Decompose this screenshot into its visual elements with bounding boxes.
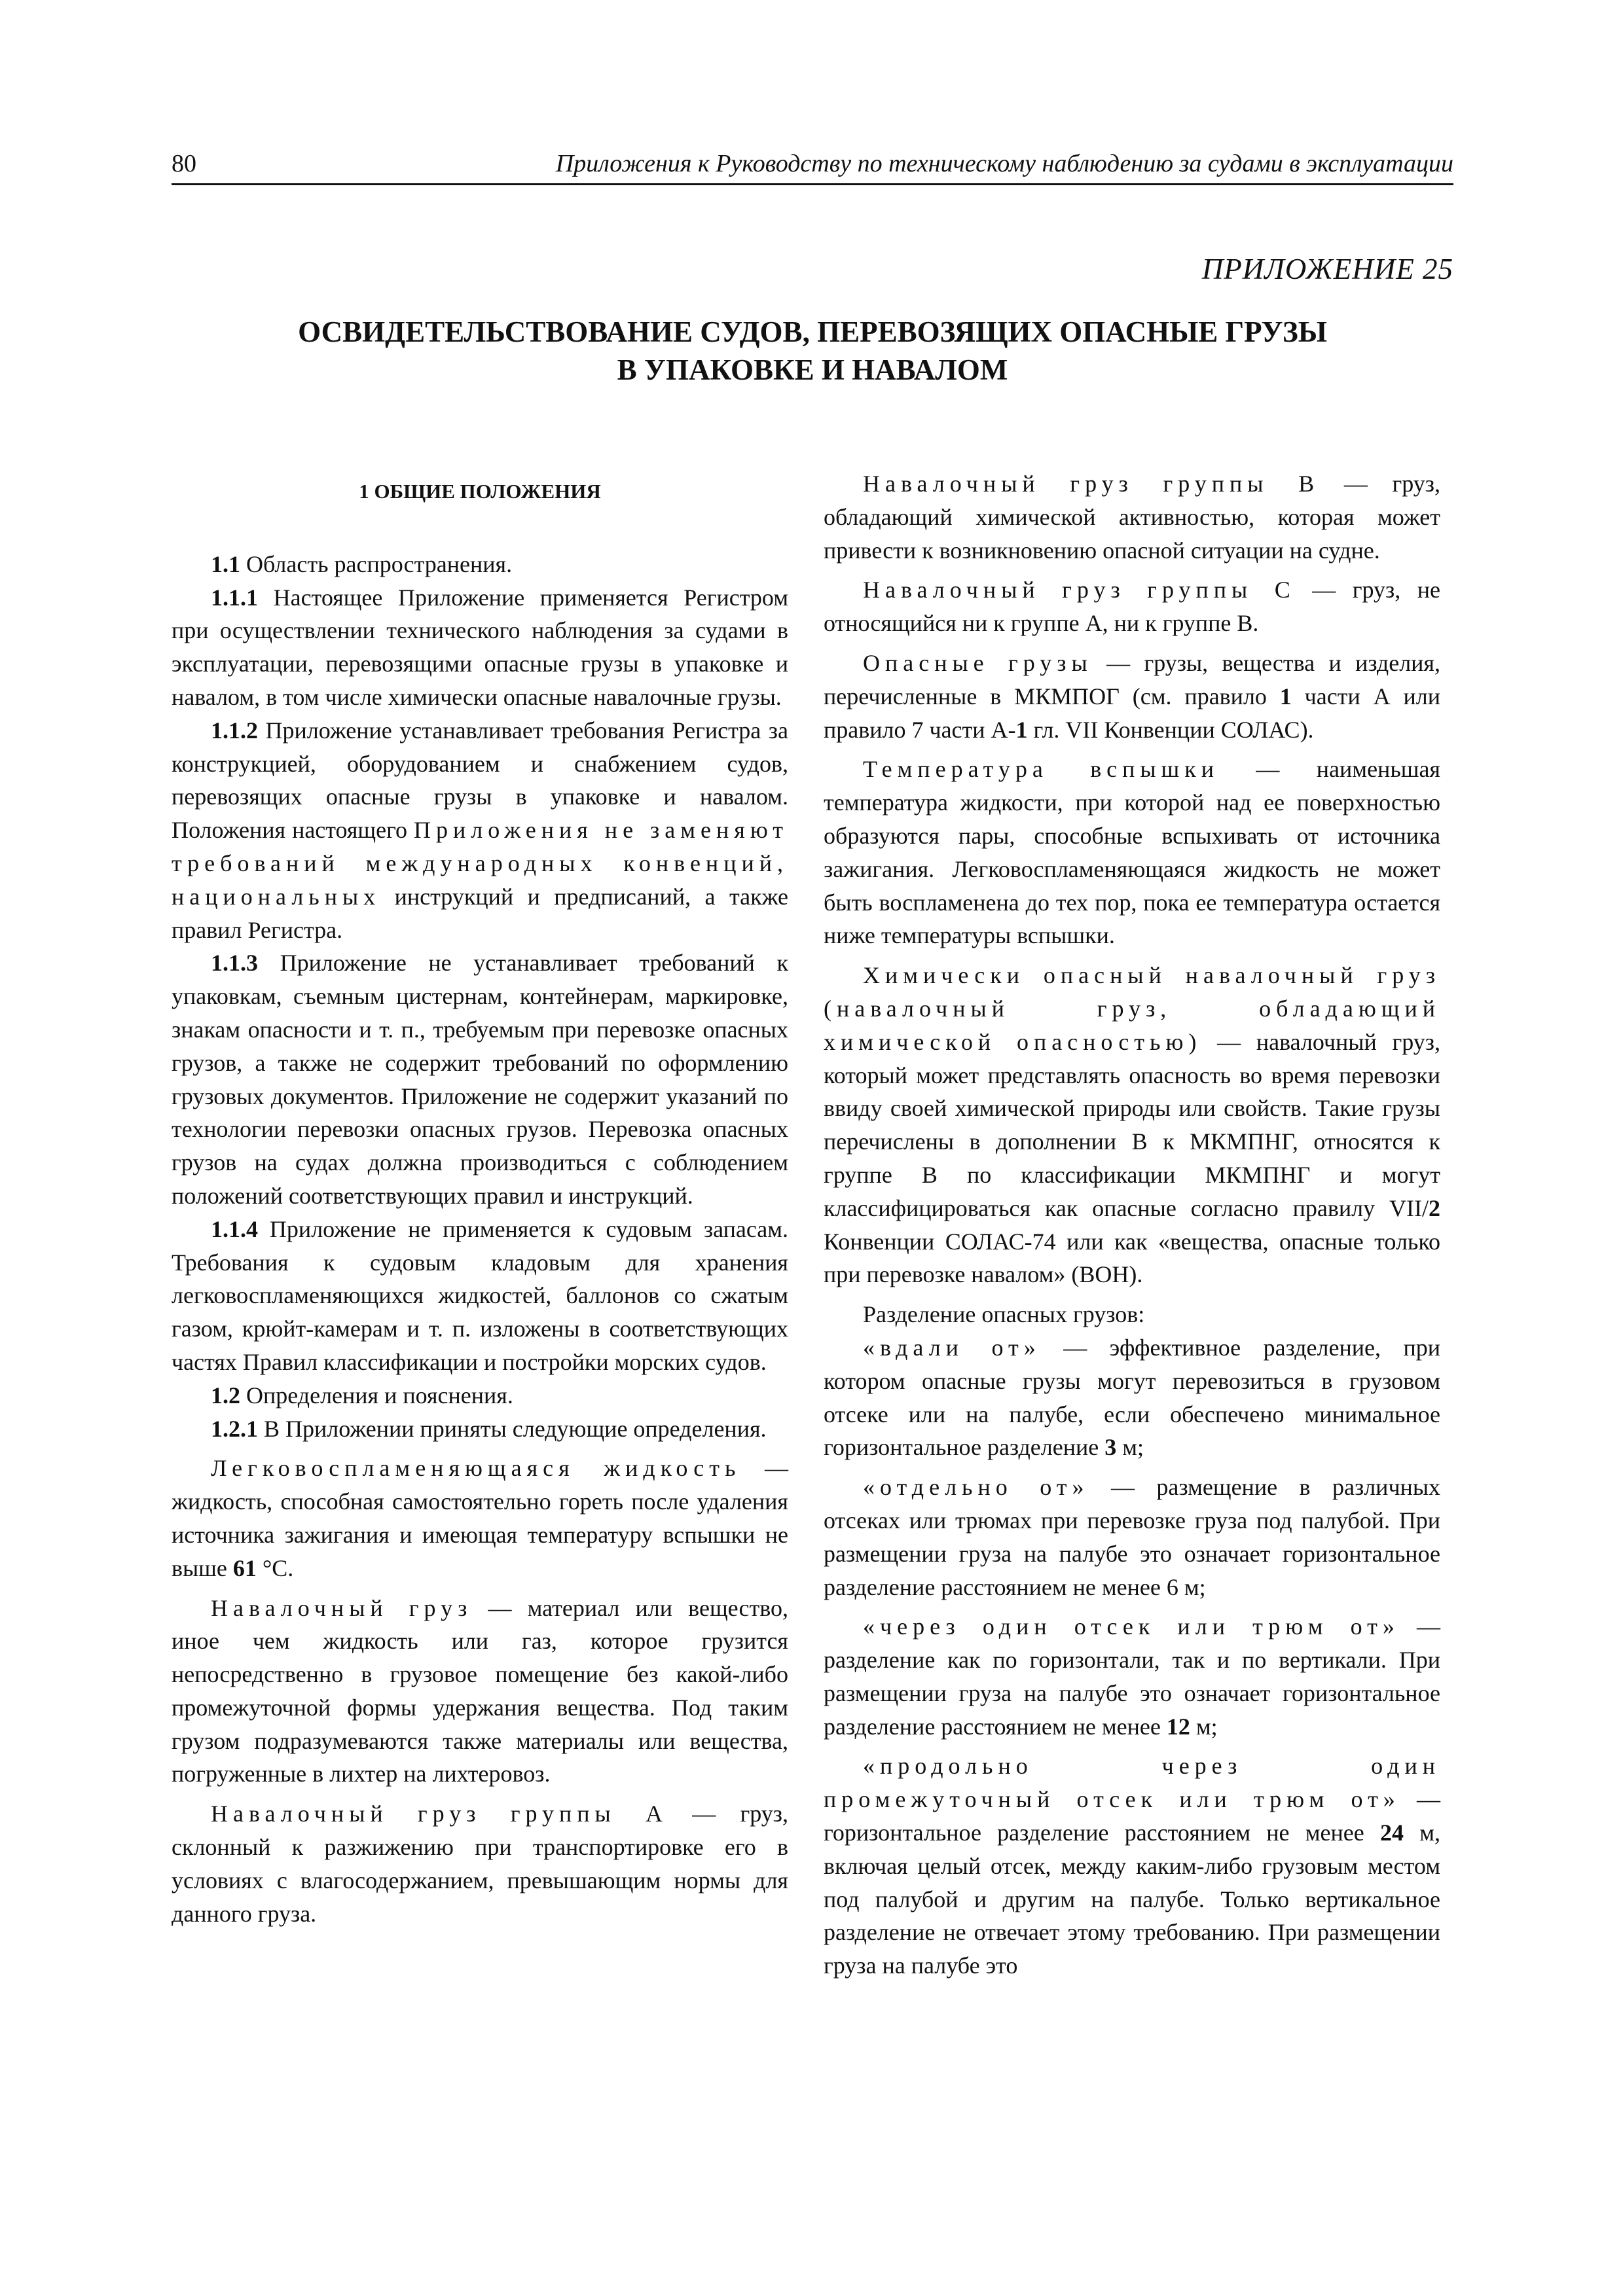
definition-dangerous-goods <box>824 647 1440 746</box>
defined-term: «вдали от» <box>863 1334 1041 1361</box>
definition-text: — размещение в различных отсеках или трюмах при перевозке груза под палубой. При размещении груза на палубе это означает горизонтальное разделение расстоянием не менее 6 м; <box>824 1474 1441 1600</box>
definition-flammable-liquid <box>172 1452 788 1585</box>
paragraph-text: Определения и пояснения. <box>240 1382 513 1408</box>
definition-text: — жидкость, способная самостоятельно гореть после удаления источника зажигания и имеющая температуру вспышки не выше <box>172 1455 789 1581</box>
definition-text: м; <box>1190 1713 1218 1740</box>
defined-term: Навалочный груз группы В <box>863 471 1320 497</box>
spaced-emphasis: Приложения не заменяют требований международных конвенций, национальных <box>172 817 788 910</box>
paragraph-text: В Приложении приняты следующие определения. <box>258 1415 767 1442</box>
numeric-value: 3 <box>1104 1434 1117 1461</box>
definition-text: м, включая целый отсек, между каким-либо грузовым местом под палубой и другим на палубе. Только вертикальное разделение не отвечает этому требованию. При размещении груза на палубе это <box>824 1820 1440 1979</box>
definition-text: — груз, не относящийся ни к группе А, ни к группе В. <box>824 577 1440 637</box>
definition-text: — горизонтальное разделение расстоянием не менее <box>824 1786 1440 1846</box>
segregation-longitudinal <box>824 1749 1440 1982</box>
paragraph-1-2-1 <box>172 1412 788 1446</box>
definition-group-b <box>824 467 1440 567</box>
paragraph-1-1-2 <box>172 714 788 947</box>
right-column <box>824 467 1440 1982</box>
paragraph-1-1-4 <box>172 1213 788 1379</box>
definition-text: — грузы, вещества и изделия, перечисленные в МКМПОГ (см. правило <box>824 649 1440 709</box>
segregation-complete-compartment <box>824 1610 1440 1743</box>
clause-number: 1.1.3 <box>211 950 258 977</box>
paragraph-text: Настоящее Приложение применяется Регистром при осуществлении технического наблюдения за судами в эксплуатации, перевозящими опасные грузы в упаковке и навалом, в том числе химически опасные навалочные грузы. <box>172 584 788 710</box>
definition-group-a <box>172 1797 788 1930</box>
definition-text: — разделение как по горизонтали, так и по вертикали. При размещении груза на палубе это означает горизонтальное разделение расстоянием не менее <box>824 1613 1440 1740</box>
numeric-value: 24 <box>1379 1820 1404 1846</box>
definition-chemical-hazard-cargo <box>824 959 1440 1291</box>
clause-number: 1.2 <box>211 1382 240 1408</box>
definition-text: — материал или вещество, иное чем жидкость или газ, которое грузится непосредственно в грузовое помещение без какой-либо промежуточной формы удержания вещества. Под таким грузом подразумеваются также материалы или вещества, погруженные в лихтер на лихтеровоз. <box>172 1594 789 1787</box>
numeric-value: 1 <box>1015 716 1028 743</box>
paragraph-1-1 <box>172 548 788 581</box>
paragraph-1-1-1 <box>172 581 788 714</box>
numeric-value: 1 <box>1279 683 1292 709</box>
definition-text: °С. <box>256 1554 294 1581</box>
defined-term: Химически опасный навалочный груз (навалочный груз, обладающий химической опасностью) <box>824 962 1440 1055</box>
paragraph-1-1-3 <box>172 946 788 1212</box>
paragraph-text: Приложение не применяется к судовым запасам. Требования к судовым кладовым для хранения легковоспламеняющихся жидкостей, баллонов со сжатым газом, крюйт-камерам и т. п. изложены в соответствующих частях Правил классификации и постройки морских судов. <box>172 1215 788 1375</box>
section-heading: 1 ОБЩИЕ ПОЛОЖЕНИЯ <box>359 480 601 503</box>
paragraph-text: Приложение устанавливает требования Регистра за конструкцией, оборудованием и снабжением судов, перевозящих опасные грузы в упаковке и навалом. Положения настоящего <box>172 717 788 844</box>
left-column <box>172 467 788 1930</box>
definition-flash-point <box>824 753 1440 952</box>
paragraph-text: Область распространения. <box>240 550 513 577</box>
title-line-1: ОСВИДЕТЕЛЬСТВОВАНИЕ СУДОВ, ПЕРЕВОЗЯЩИХ ОПАСНЫЕ ГРУЗЫ <box>298 315 1327 348</box>
definition-text: части А или правило 7 части А- <box>824 683 1440 743</box>
document-title <box>172 313 1453 389</box>
definition-text: гл. VII Конвенции СОЛАС). <box>1027 716 1314 743</box>
defined-term: Легковоспламеняющаяся жидкость <box>211 1455 741 1482</box>
numeric-value: 61 <box>232 1554 257 1581</box>
definition-group-c <box>824 573 1440 640</box>
defined-term: Опасные грузы <box>863 649 1093 676</box>
appendix-label: ПРИЛОЖЕНИЕ 25 <box>1201 253 1453 285</box>
clause-number: 1.1 <box>211 550 240 577</box>
defined-term: «через один отсек или трюм от» <box>863 1613 1400 1640</box>
paragraph-text: инструкций и предписаний, а также правил Регистра. <box>172 883 788 943</box>
segregation-intro: Разделение опасных грузов: <box>863 1301 1145 1328</box>
definition-text: Конвенции СОЛАС-74 или как «вещества, опасные только при перевозке навалом» (ВОН). <box>824 1228 1440 1288</box>
clause-number: 1.2.1 <box>211 1415 258 1442</box>
definition-text: — груз, обладающий химической активностью, которая может привести к возникновению опасной ситуации на судне. <box>824 471 1441 564</box>
clause-number: 1.1.4 <box>211 1215 258 1242</box>
page-number: 80 <box>172 150 196 177</box>
running-header <box>172 147 1453 185</box>
running-title: Приложения к Руководству по техническому наблюдению за судами в эксплуатации <box>555 150 1453 177</box>
definition-text: — наименьшая температура жидкости, при которой над ее поверхностью образуются пары, способные вспыхивать от источника зажигания. Легковоспламеняющаяся жидкость не может быть воспламенена до тех пор, пока ее температура остается ниже температуры вспышки. <box>824 756 1440 949</box>
defined-term: «продольно через один промежуточный отсек или трюм от» <box>824 1753 1440 1813</box>
numeric-value: 2 <box>1429 1194 1440 1221</box>
numeric-value: 12 <box>1166 1713 1190 1740</box>
clause-number: 1.1.2 <box>211 717 258 744</box>
definition-text: м; <box>1116 1434 1144 1461</box>
defined-term: Навалочный груз группы А <box>211 1801 668 1827</box>
definition-text: — груз, склонный к разжижению при транспортировке его в условиях с влагосодержанием, превышающим нормы для данного груза. <box>172 1801 789 1927</box>
defined-term: «отдельно от» <box>863 1474 1089 1501</box>
defined-term: Навалочный груз группы С <box>863 577 1296 603</box>
clause-number: 1.1.1 <box>211 584 258 611</box>
defined-term: Навалочный груз <box>211 1594 473 1621</box>
segregation-separated-from <box>824 1471 1440 1604</box>
definition-bulk-cargo <box>172 1592 788 1791</box>
definition-text: — навалочный груз, который может представлять опасность во время перевозки ввиду своей химической природы или свойств. Такие грузы перечислены в дополнении В к МКМПНГ, относятся к группе В по классификации МКМПНГ и могут классифицироваться как опасные согласно правилу VII/ <box>824 1028 1440 1221</box>
paragraph-text: Приложение не устанавливает требований к упаковкам, съемным цистернам, контейнерам, маркировке, знакам опасности и т. п., требуемым при перевозке опасных грузов, а также не содержит требований по оформлению грузовых документов. Приложение не содержит указаний по технологии перевозки опасных грузов. Перевозка опасных грузов на судах должна производиться с соблюдением положений соответствующих правил и инструкций. <box>172 950 788 1209</box>
segregation-away-from <box>824 1331 1440 1464</box>
definition-text: — эффективное разделение, при котором опасные грузы могут перевозиться в грузовом отсеке или на палубе, если обеспечено минимальное горизонтальное разделение <box>824 1334 1441 1461</box>
title-line-2: В УПАКОВКЕ И НАВАЛОМ <box>617 353 1008 386</box>
defined-term: Температура вспышки <box>863 756 1219 783</box>
paragraph-1-2 <box>172 1379 788 1412</box>
